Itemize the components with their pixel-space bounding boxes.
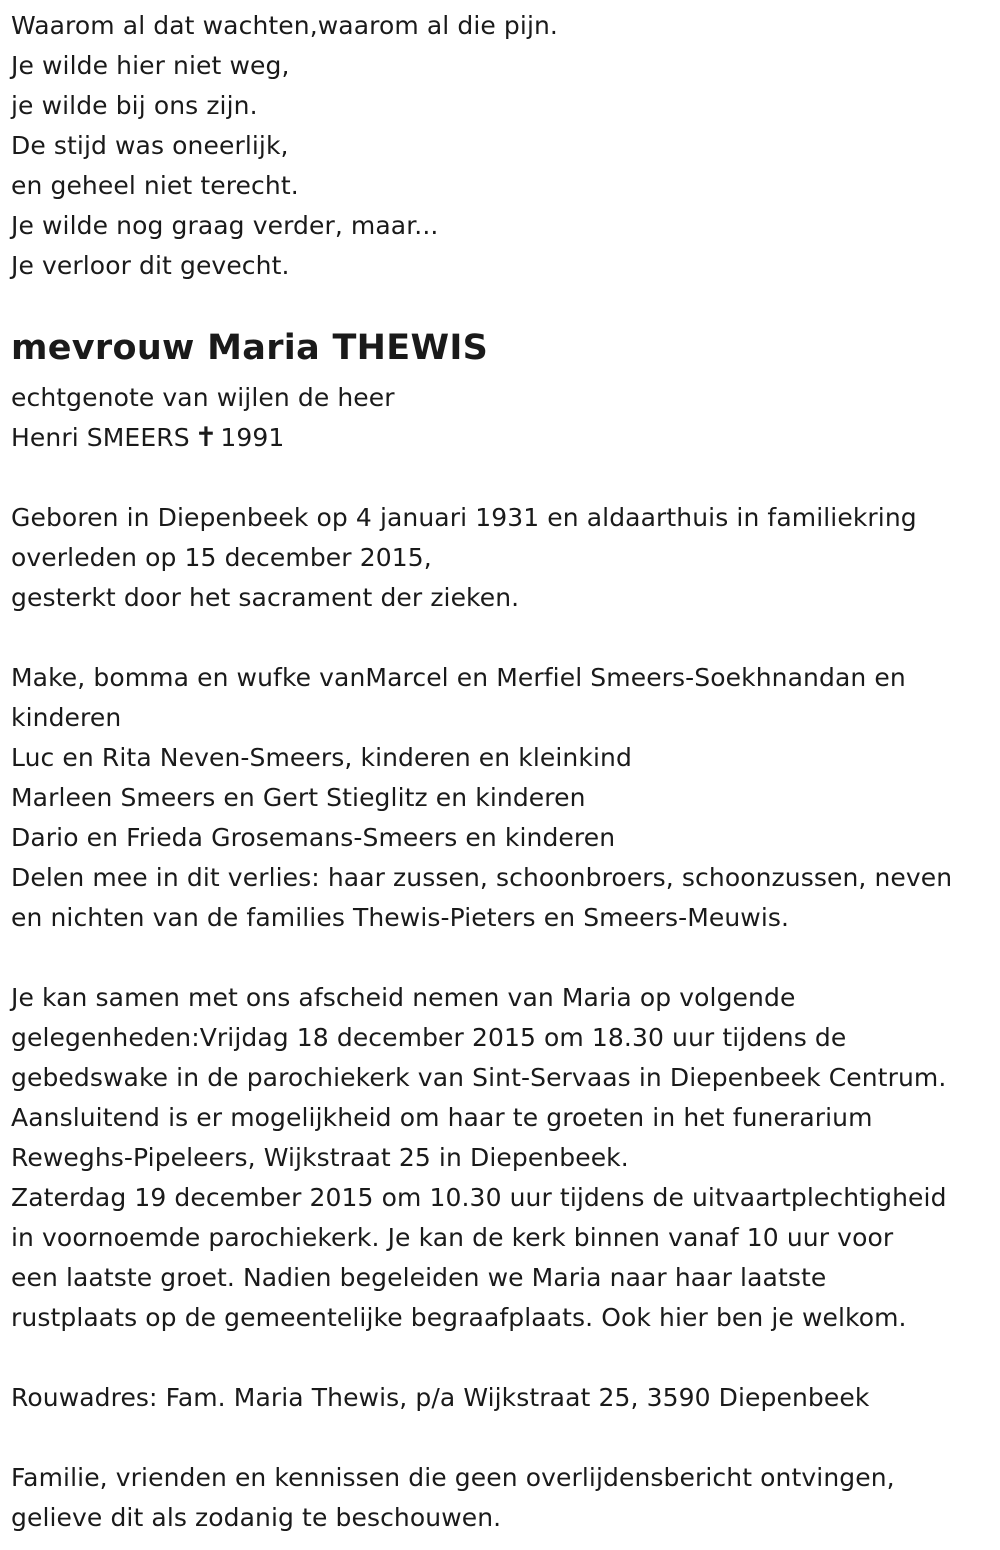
farewell-line: Je kan samen met ons afscheid nemen van Maria op volgende bbox=[11, 983, 796, 1012]
poem bbox=[11, 6, 996, 286]
closing-section bbox=[11, 1458, 996, 1538]
spouse-name-line bbox=[11, 418, 996, 458]
poem-line: en geheel niet terecht. bbox=[11, 171, 299, 200]
family-section bbox=[11, 658, 996, 938]
farewell-line: gelegenheden:Vrijdag 18 december 2015 om 18.30 uur tijdens de bbox=[11, 1023, 847, 1052]
cross-icon: ✝ bbox=[194, 422, 218, 453]
deceased-section bbox=[11, 324, 996, 458]
farewell-line: in voornoemde parochiekerk. Je kan de kerk binnen vanaf 10 uur voor bbox=[11, 1223, 894, 1252]
mourning-address: Rouwadres: Fam. Maria Thewis, p/a Wijkstraat 25, 3590 Diepenbeek bbox=[11, 1383, 870, 1412]
family-line: kinderen bbox=[11, 703, 122, 732]
closing-line: Familie, vrienden en kennissen die geen overlijdensbericht ontvingen, bbox=[11, 1463, 895, 1492]
family-line: Make, bomma en wufke vanMarcel en Merfiel Smeers-Soekhnandan en bbox=[11, 663, 906, 692]
family-line: en nichten van de families Thewis-Pieters en Smeers-Meuwis. bbox=[11, 903, 790, 932]
obituary-document bbox=[11, 6, 996, 1538]
poem-line: Waarom al dat wachten,waarom al die pijn. bbox=[11, 11, 558, 40]
deceased-name: mevrouw Maria THEWIS bbox=[11, 328, 489, 368]
birth-death-section bbox=[11, 498, 996, 618]
birth-death-line: overleden op 15 december 2015, bbox=[11, 543, 432, 572]
spouse-name: Henri SMEERS bbox=[11, 423, 190, 452]
address-section bbox=[11, 1378, 996, 1418]
farewell-line: gebedswake in de parochiekerk van Sint-Servaas in Diepenbeek Centrum. bbox=[11, 1063, 947, 1092]
farewell-line: rustplaats op de gemeentelijke begraafplaats. Ook hier ben je welkom. bbox=[11, 1303, 907, 1332]
spouse-line: echtgenote van wijlen de heer bbox=[11, 383, 395, 412]
family-line: Dario en Frieda Grosemans-Smeers en kinderen bbox=[11, 823, 616, 852]
farewell-line: een laatste groet. Nadien begeleiden we Maria naar haar laatste bbox=[11, 1263, 827, 1292]
family-line: Delen mee in dit verlies: haar zussen, schoonbroers, schoonzussen, neven bbox=[11, 863, 953, 892]
birth-death-line: gesterkt door het sacrament der zieken. bbox=[11, 583, 520, 612]
closing-line: gelieve dit als zodanig te beschouwen. bbox=[11, 1503, 502, 1532]
farewell-line: Reweghs-Pipeleers, Wijkstraat 25 in Diepenbeek. bbox=[11, 1143, 629, 1172]
poem-line: Je verloor dit gevecht. bbox=[11, 251, 290, 280]
family-line: Luc en Rita Neven-Smeers, kinderen en kleinkind bbox=[11, 743, 632, 772]
farewell-line: Aansluitend is er mogelijkheid om haar te groeten in het funerarium bbox=[11, 1103, 873, 1132]
poem-line: je wilde bij ons zijn. bbox=[11, 91, 258, 120]
family-line: Marleen Smeers en Gert Stieglitz en kinderen bbox=[11, 783, 586, 812]
farewell-section bbox=[11, 978, 996, 1338]
poem-line: De stijd was oneerlijk, bbox=[11, 131, 289, 160]
poem-line: Je wilde nog graag verder, maar... bbox=[11, 211, 439, 240]
birth-death-line: Geboren in Diepenbeek op 4 januari 1931 en aldaarthuis in familiekring bbox=[11, 503, 917, 532]
farewell-line: Zaterdag 19 december 2015 om 10.30 uur tijdens de uitvaartplechtigheid bbox=[11, 1183, 947, 1212]
poem-line: Je wilde hier niet weg, bbox=[11, 51, 290, 80]
spouse-year: 1991 bbox=[220, 423, 285, 452]
